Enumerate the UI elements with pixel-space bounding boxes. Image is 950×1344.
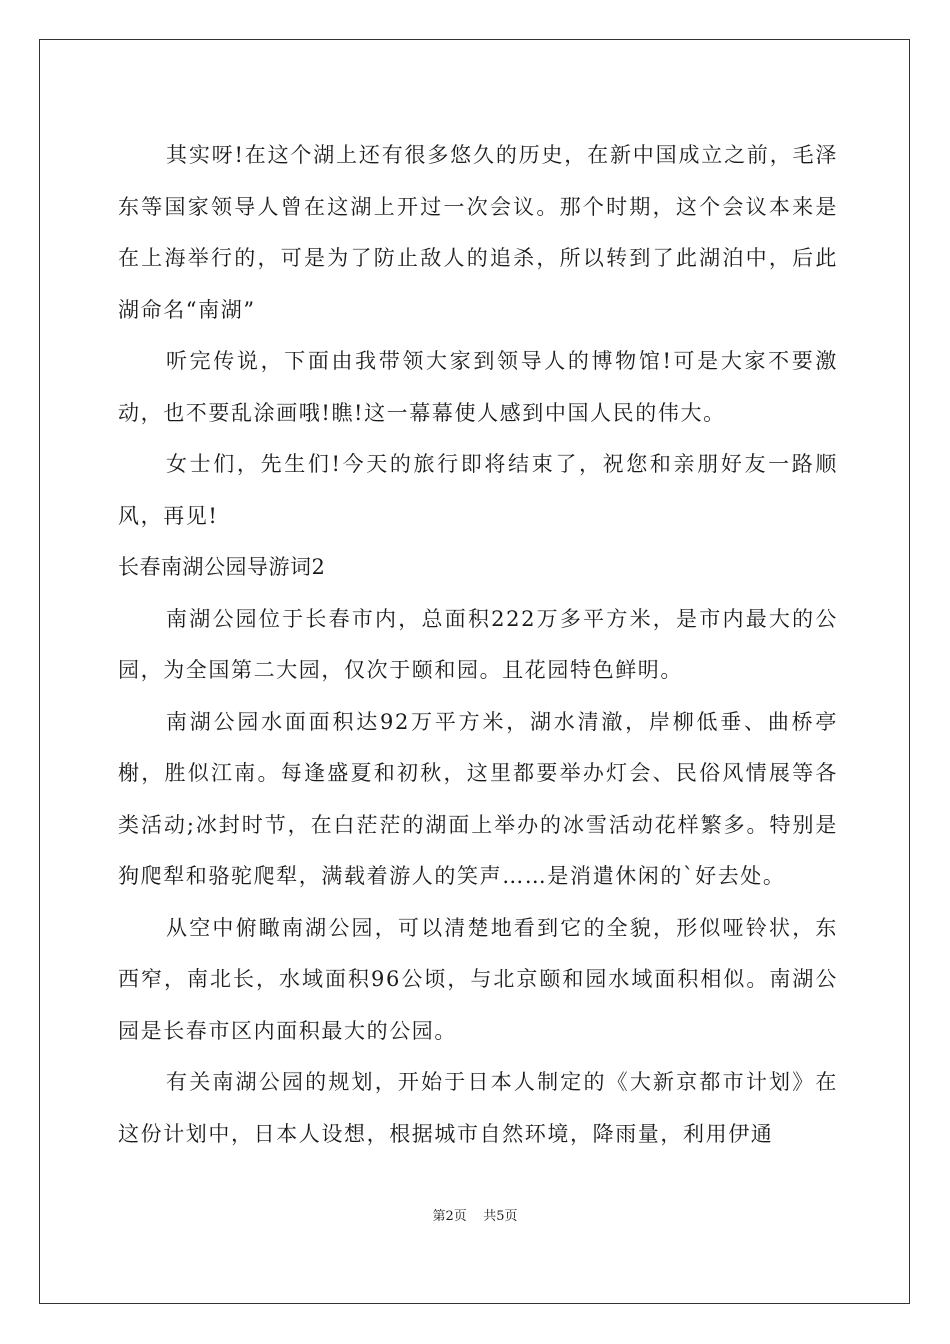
section-title: 长春南湖公园导游词2 [118, 555, 326, 579]
paragraph: 听完传说，下面由我带领大家到领导人的博物馆!可是大家不要激动，也不要乱涂画哦!瞧!这一幕幕使人感到中国人民的伟大。 [118, 349, 838, 425]
paragraph: 从空中俯瞰南湖公园，可以清楚地看到它的全貌，形似哑铃状，东西窄，南北长，水域面积96公顷，与北京颐和园水域面积相似。南湖公园是长春市区内面积最大的公园。 [118, 915, 838, 1043]
page-footer [0, 1205, 950, 1224]
paragraph: 女士们，先生们!今天的旅行即将结束了，祝您和亲朋好友一路顺风，再见! [118, 452, 838, 528]
paragraph: 南湖公园水面面积达92万平方米，湖水清澈，岸柳低垂、曲桥亭榭，胜似江南。每逢盛夏和初秋，这里都要举办灯会、民俗风情展等各类活动;冰封时节，在白茫茫的湖面上举办的冰雪活动花样繁多。特别是狗爬犁和骆驼爬犁，满载着游人的笑声……是消遣休闲的`好去处。 [118, 709, 838, 888]
total-pages: 共5页 [483, 1209, 518, 1224]
document-page [39, 39, 910, 1304]
paragraph: 南湖公园位于长春市内，总面积222万多平方米，是市内最大的公园，为全国第二大园，仅次于颐和园。且花园特色鲜明。 [118, 606, 838, 682]
paragraph: 其实呀!在这个湖上还有很多悠久的历史，在新中国成立之前，毛泽东等国家领导人曾在这湖上开过一次会议。那个时期，这个会议本来是在上海举行的，可是为了防止敌人的追杀，所以转到了此湖泊中，后此湖命名“南湖” [118, 143, 838, 322]
paragraph: 有关南湖公园的规划，开始于日本人制定的《大新京都市计划》在这份计划中，日本人设想，根据城市自然环境，降雨量，利用伊通 [118, 1070, 838, 1146]
document-body [118, 130, 838, 1160]
page-number: 第2页 [432, 1209, 467, 1224]
